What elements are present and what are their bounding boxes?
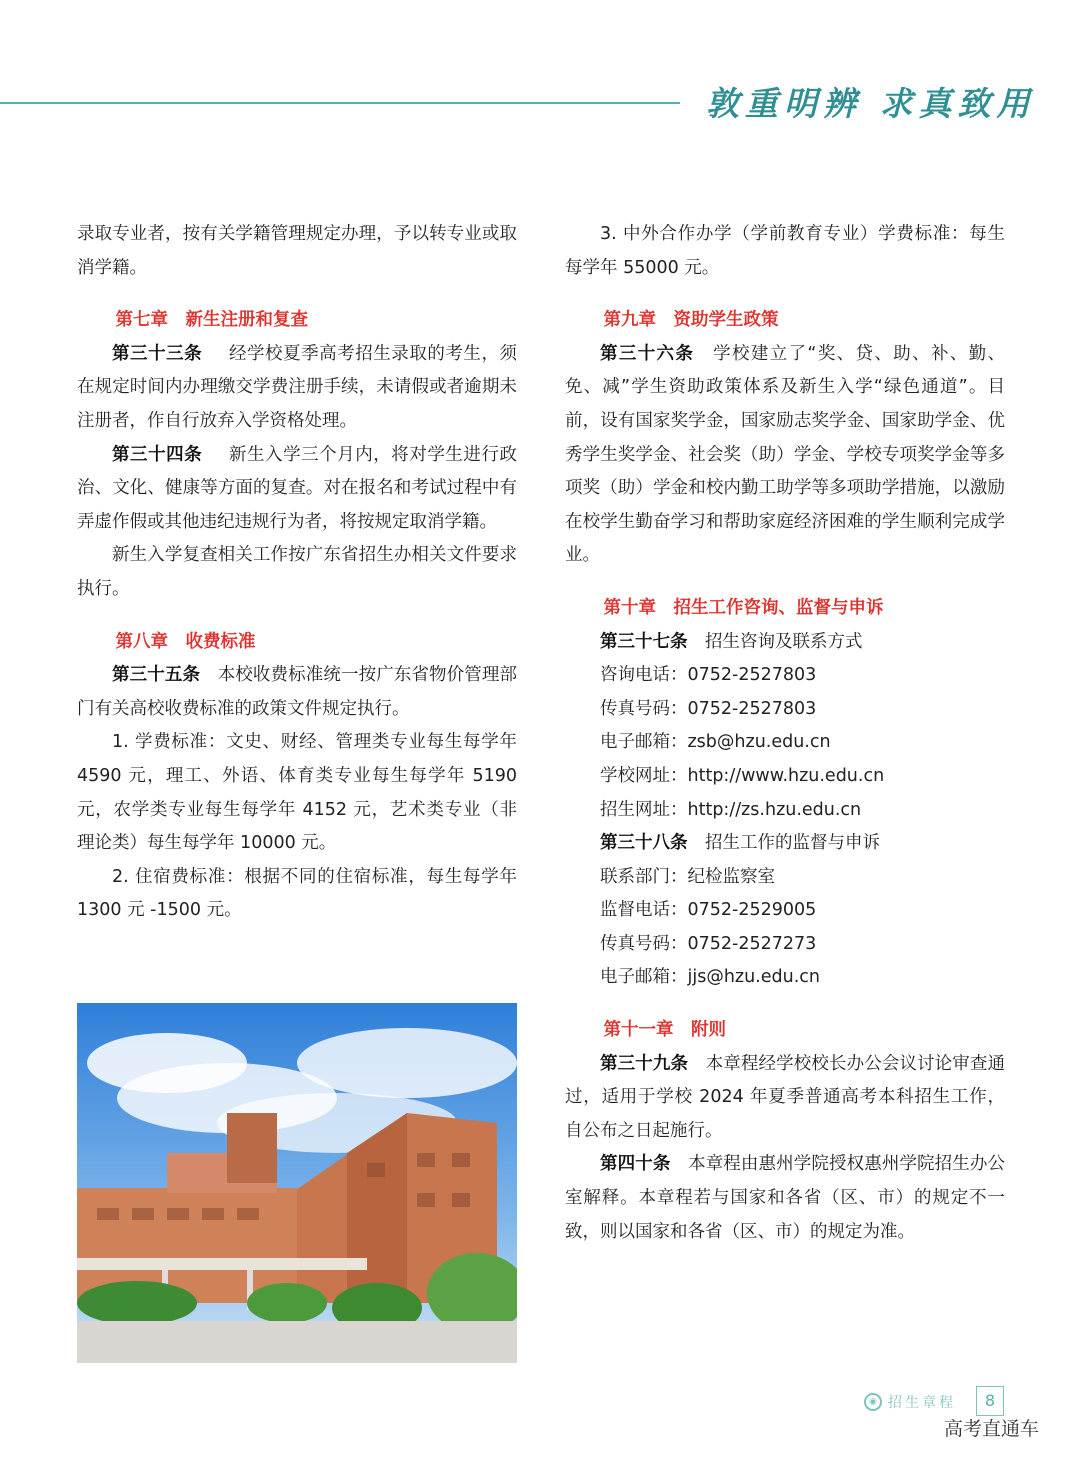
article-36 bbox=[565, 338, 1005, 573]
paragraph-continued: 录取专业者，按有关学籍管理规定办理，予以转专业或取消学籍。 bbox=[77, 224, 517, 278]
article-36-text: 学校建立了“奖、贷、助、补、勤、免、减”学生资助政策体系及新生入学“绿色通道”。目前，设有国家奖学金，国家励志奖学金、国家助学金、优秀学生奖学金、社会奖（助）学金、学校专项奖学金等多项奖（助）学金和校内勤工助学等多项助学措施，以激励在校学生勤奋学习和帮助家庭经济困难的学生顺利完成学业。 bbox=[565, 343, 1006, 566]
contact-line: 传真号码：0752-2527803 bbox=[600, 698, 817, 719]
chapter-7-heading: 第七章 新生注册和复查 bbox=[115, 310, 308, 331]
watermark: 高考直通车 bbox=[944, 1418, 1040, 1440]
article-36-number: 第三十六条 bbox=[600, 343, 695, 364]
article-39-text: 本章程经学校校长办公会议讨论审查通过，适用于学校 2024 年夏季普通高考本科招生工作，自公布之日起施行。 bbox=[565, 1053, 1006, 1141]
left-column bbox=[77, 218, 517, 928]
chapter-10-heading: 第十章 招生工作咨询、监督与申诉 bbox=[603, 597, 884, 618]
contact-line: 传真号码：0752-2527273 bbox=[600, 933, 817, 954]
article-35 bbox=[77, 659, 517, 726]
contact-line: 电子邮箱：zsb@hzu.edu.cn bbox=[600, 732, 831, 753]
article-33-text: 经学校夏季高考招生录取的考生，须在规定时间内办理缴交学费注册手续，未请假或者逾期未注册者，作自行放弃入学资格处理。 bbox=[77, 343, 518, 431]
header-rule bbox=[0, 102, 680, 104]
contact-line: 联系部门：纪检监察室 bbox=[600, 866, 775, 887]
article-37-text: 招生咨询及联系方式 bbox=[705, 631, 863, 652]
footer-badge bbox=[864, 1392, 956, 1412]
paragraph-recheck: 新生入学复查相关工作按广东省招生办相关文件要求执行。 bbox=[77, 545, 517, 599]
article-40-number: 第四十条 bbox=[600, 1154, 671, 1175]
chapter-11-heading: 第十一章 附则 bbox=[603, 1020, 726, 1041]
contact-line: 监督电话：0752-2529005 bbox=[600, 900, 817, 921]
article-38-text: 招生工作的监督与申诉 bbox=[705, 833, 880, 854]
chapter-8-heading: 第八章 收费标准 bbox=[115, 631, 256, 652]
article-37 bbox=[565, 626, 1005, 660]
campus-photo bbox=[77, 1003, 517, 1363]
contact-line: 咨询电话：0752-2527803 bbox=[600, 665, 817, 686]
article-38 bbox=[565, 827, 1005, 861]
article-34 bbox=[77, 439, 517, 540]
article-34-number: 第三十四条 bbox=[112, 444, 203, 465]
fee-item-3: 3. 中外合作办学（学前教育专业）学费标准：每生每学年 55000 元。 bbox=[565, 224, 1005, 278]
article-39-number: 第三十九条 bbox=[600, 1053, 689, 1074]
article-33 bbox=[77, 338, 517, 439]
article-39 bbox=[565, 1048, 1005, 1149]
article-40 bbox=[565, 1148, 1005, 1249]
contact-line: 学校网址：http://www.hzu.edu.cn bbox=[600, 765, 885, 786]
header-motto: 敦重明辨 求真致用 bbox=[706, 84, 1036, 123]
article-33-number: 第三十三条 bbox=[112, 343, 203, 364]
footer-label: 招生章程 bbox=[888, 1395, 956, 1411]
right-column bbox=[565, 218, 1005, 1249]
article-35-number: 第三十五条 bbox=[112, 665, 201, 686]
chapter-9-heading: 第九章 资助学生政策 bbox=[603, 310, 779, 331]
circle-logo-icon: ◉ bbox=[864, 1393, 882, 1411]
fee-item-2: 2. 住宿费标准：根据不同的住宿标准，每生每学年 1300 元 -1500 元。 bbox=[77, 866, 517, 921]
article-38-number: 第三十八条 bbox=[600, 833, 688, 854]
page-number: 8 bbox=[976, 1386, 1004, 1416]
contact-line: 电子邮箱：jjs@hzu.edu.cn bbox=[600, 967, 821, 988]
article-37-number: 第三十七条 bbox=[600, 631, 688, 652]
article-35-text: 本校收费标准统一按广东省物价管理部门有关高校收费标准的政策文件规定执行。 bbox=[77, 665, 518, 719]
contact-line: 招生网址：http://zs.hzu.edu.cn bbox=[600, 799, 862, 820]
article-34-text: 新生入学三个月内，将对学生进行政治、文化、健康等方面的复查。对在报名和考试过程中有弄虚作假或其他违纪违规行为者，将按规定取消学籍。 bbox=[77, 444, 518, 532]
fee-item-1: 1. 学费标准：文史、财经、管理类专业每生每学年 4590 元，理工、外语、体育类专业每生每学年 5190 元，农学类专业每生每学年 4152 元，艺术类专业（非理论类）每生每学年 10000 元。 bbox=[77, 732, 517, 854]
article-40-text: 本章程由惠州学院授权惠州学院招生办公室解释。本章程若与国家和各省（区、市）的规定不一致，则以国家和各省（区、市）的规定为准。 bbox=[565, 1154, 1006, 1242]
